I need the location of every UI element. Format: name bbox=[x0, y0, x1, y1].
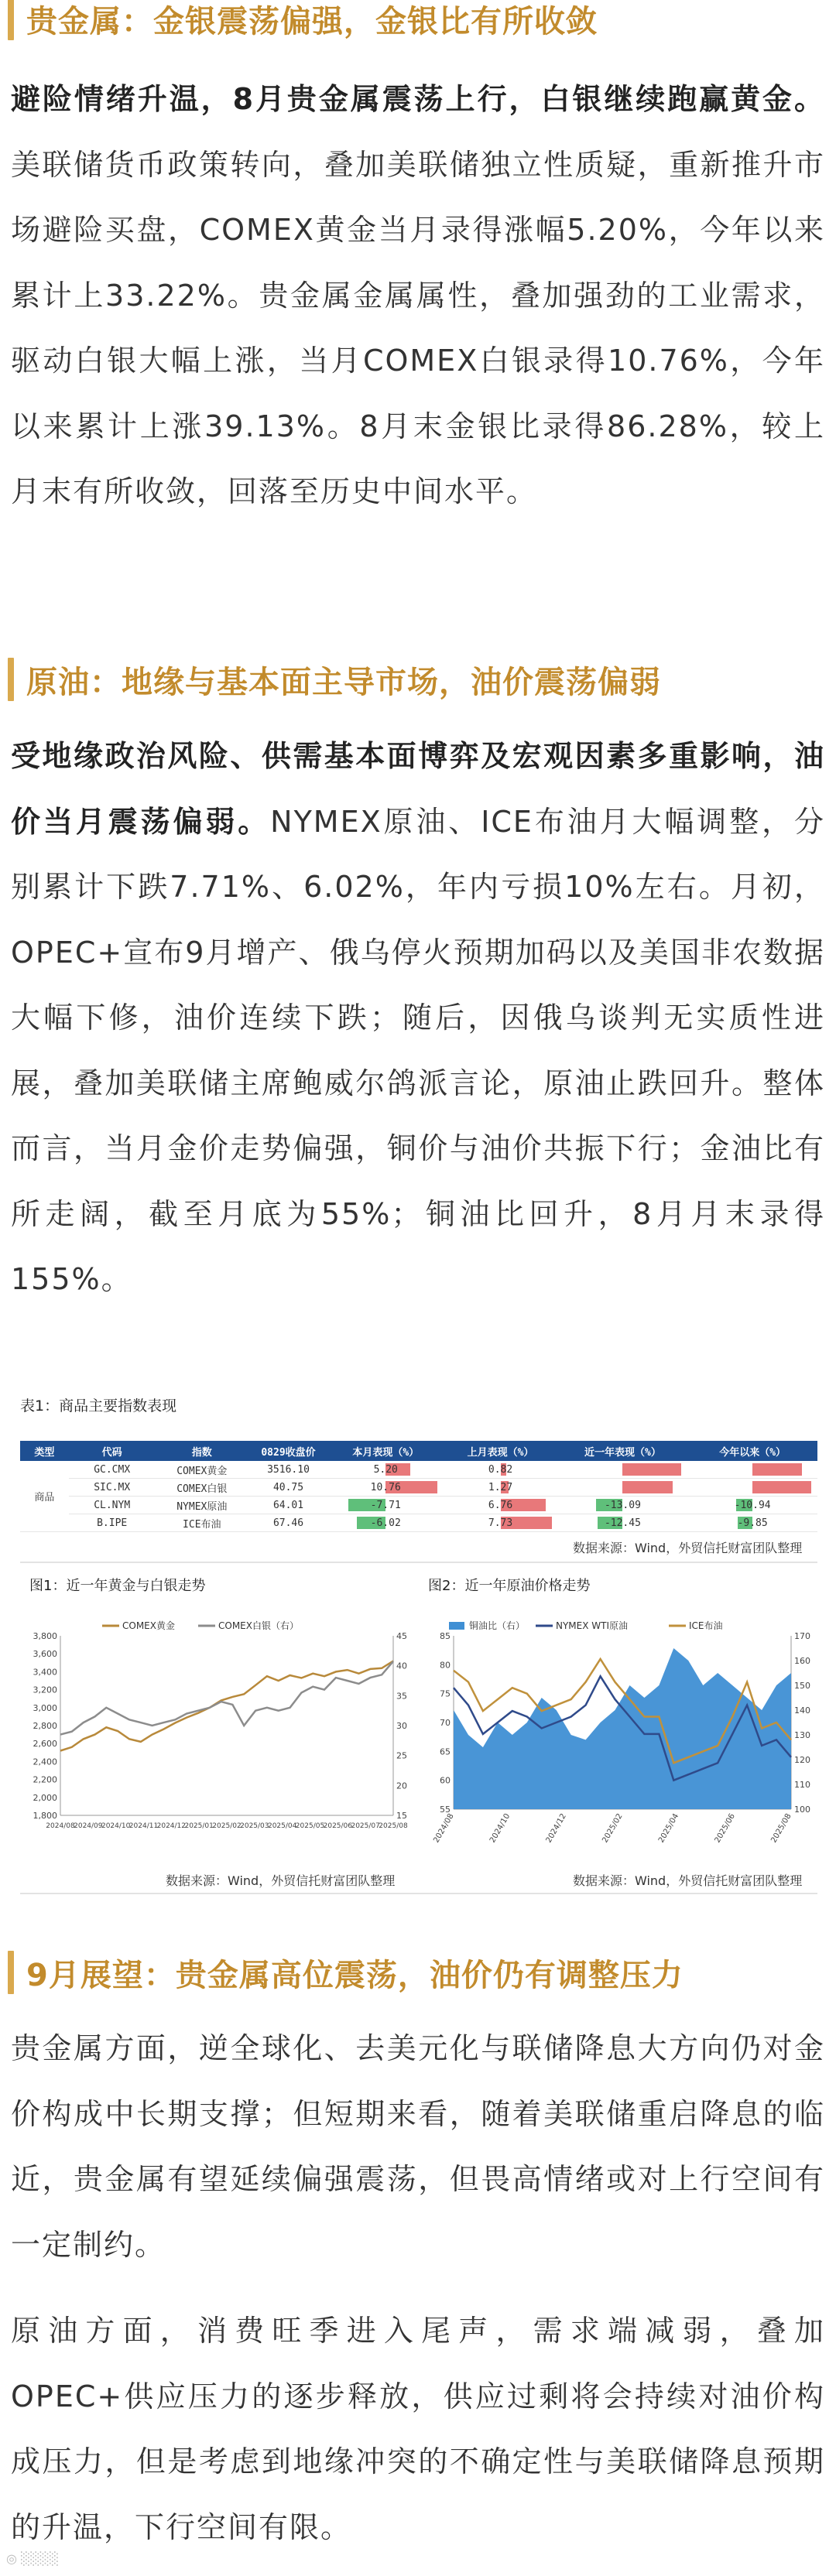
cell-year bbox=[558, 1497, 688, 1514]
cell-value: 0.82 bbox=[488, 1463, 513, 1476]
cell-value: -12.45 bbox=[604, 1517, 641, 1529]
cell-code: CL.NYM bbox=[69, 1497, 156, 1514]
y-tick-label-right: 140 bbox=[794, 1705, 810, 1716]
y-tick-label-right: 160 bbox=[794, 1656, 810, 1666]
y-tick-label-right: 150 bbox=[794, 1681, 810, 1691]
header-last-month: 上月表现（%） bbox=[443, 1441, 557, 1461]
cell-year bbox=[558, 1514, 688, 1532]
divider bbox=[20, 1893, 817, 1894]
cell-value: 6.76 bbox=[488, 1499, 513, 1511]
legend-label: COMEX白银（右） bbox=[218, 1620, 299, 1631]
section-bar bbox=[8, 658, 14, 701]
oil-price-chart bbox=[426, 1616, 821, 1848]
x-tick-label: 2025/06 bbox=[713, 1812, 737, 1845]
legend-label: ICE布油 bbox=[689, 1620, 723, 1631]
cell-code: SIC.MX bbox=[69, 1479, 156, 1497]
body-text: 美联储货币政策转向，叠加美联储独立性质疑，重新推升市场避险买盘，COMEX黄金当月录得涨幅5.20%，今年以来累计上33.22%。贵金属金属属性，叠加强劲的工业需求，驱动白银大幅上涨，当月COMEX白银录得10.76%，今年以来累计上涨39.13%。8月末金银比录得86.28%，较上月末有所收敛，回落至历史中间水平。 bbox=[11, 147, 825, 508]
y-tick-label-left: 3,400 bbox=[33, 1667, 57, 1678]
section-bar bbox=[8, 0, 14, 40]
y-tick-label-right: 35 bbox=[396, 1691, 407, 1702]
cell-close: 40.75 bbox=[248, 1479, 328, 1497]
y-tick-label-left: 2,400 bbox=[33, 1757, 57, 1767]
x-tick-label: 2024/08 bbox=[46, 1822, 75, 1830]
legend-label: 铜油比（右） bbox=[469, 1620, 526, 1631]
paragraph-outlook-precious-metals: 贵金属方面，逆全球化、去美元化与联储降息大方向仍对金价构成中长期支撑；但短期来看，随着美联储重启降息的临近，贵金属有望延续偏强震荡，但畏高情绪或对上行空间有一定制约。 bbox=[11, 2031, 825, 2262]
cell-code: B.IPE bbox=[69, 1514, 156, 1532]
y-tick-label-right: 20 bbox=[396, 1781, 407, 1791]
cell-value: -10.94 bbox=[734, 1499, 771, 1511]
header-close: 0829收盘价 bbox=[248, 1441, 328, 1461]
table-row bbox=[20, 1497, 817, 1514]
section-header-crude-oil bbox=[8, 652, 661, 707]
y-tick-label-left: 2,800 bbox=[33, 1721, 57, 1731]
x-tick-label: 2024/10 bbox=[101, 1822, 131, 1830]
figure1-source: 数据来源：Wind，外贸信托财富团队整理 bbox=[166, 1873, 396, 1888]
x-tick-label: 2025/08 bbox=[379, 1822, 408, 1830]
watermark-logo: ◎ ░░░░ bbox=[6, 2551, 60, 2566]
cell-index: NYMEX原油 bbox=[156, 1497, 249, 1514]
section-title: 原油：地缘与基本面主导市场，油价震荡偏弱 bbox=[26, 664, 661, 700]
header-type: 类型 bbox=[20, 1441, 69, 1461]
lead-text: 受地缘政治风险、供需基本面博弈及宏观因素多重影响，油价当月震荡偏弱。 bbox=[11, 739, 825, 839]
cell-ytd bbox=[687, 1497, 817, 1514]
cell-group: 商品 bbox=[20, 1461, 69, 1532]
section-header-outlook bbox=[8, 1945, 684, 2000]
paragraph-precious-metals bbox=[11, 67, 825, 525]
cell-last bbox=[443, 1479, 557, 1497]
x-tick-label: 2024/12 bbox=[156, 1822, 187, 1830]
performance-bar bbox=[622, 1481, 672, 1493]
y-tick-label-left: 3,600 bbox=[33, 1649, 57, 1660]
cell-month bbox=[328, 1461, 443, 1479]
y-tick-label-left: 60 bbox=[440, 1775, 451, 1786]
y-tick-label-right: 110 bbox=[794, 1780, 810, 1790]
figure1-title: 图1：近一年黄金与白银走势 bbox=[29, 1578, 206, 1594]
gold-silver-chart bbox=[25, 1616, 420, 1848]
section-title: 9月展望：贵金属高位震荡，油价仍有调整压力 bbox=[26, 1957, 684, 1993]
cell-value: -6.02 bbox=[370, 1517, 401, 1529]
section-bar bbox=[8, 1951, 14, 1994]
x-tick-label: 2025/02 bbox=[212, 1822, 242, 1830]
divider bbox=[20, 1562, 817, 1563]
x-tick-label: 2025/04 bbox=[656, 1812, 681, 1845]
series-area bbox=[454, 1648, 791, 1809]
cell-index: ICE布油 bbox=[156, 1514, 249, 1532]
paragraph-outlook-crude-oil: 原油方面，消费旺季进入尾声，需求端减弱，叠加OPEC+供应压力的逐步释放，供应过剩将会持续对油价构成压力，但是考虑到地缘冲突的不确定性与美联储降息预期的升温，下行空间有限。 bbox=[11, 2314, 825, 2544]
legend-label: NYMEX WTI原油 bbox=[556, 1620, 629, 1631]
x-tick-label: 2025/07 bbox=[351, 1822, 380, 1830]
figure2-title: 图2：近一年原油价格走势 bbox=[428, 1578, 591, 1594]
x-tick-label: 2025/02 bbox=[601, 1812, 625, 1845]
cell-value: -7.71 bbox=[370, 1499, 401, 1511]
y-tick-label-right: 130 bbox=[794, 1730, 810, 1740]
section-header-precious-metals bbox=[8, 0, 598, 46]
y-tick-label-right: 30 bbox=[396, 1721, 407, 1731]
table-source: 数据来源：Wind，外贸信托财富团队整理 bbox=[573, 1541, 803, 1555]
lead-text: 避险情绪升温，8月贵金属震荡上行，白银继续跑赢黄金。 bbox=[11, 82, 825, 116]
y-tick-label-right: 40 bbox=[396, 1661, 407, 1671]
table-row bbox=[20, 1461, 817, 1479]
cell-index: COMEX黄金 bbox=[156, 1461, 249, 1479]
cell-value: -13.09 bbox=[604, 1499, 641, 1511]
x-tick-label: 2025/03 bbox=[240, 1822, 269, 1830]
figure2-source: 数据来源：Wind，外贸信托财富团队整理 bbox=[573, 1873, 803, 1888]
figure2-chart bbox=[426, 1616, 821, 1848]
cell-year bbox=[558, 1461, 688, 1479]
cell-ytd bbox=[687, 1461, 817, 1479]
table-caption: 表1：商品主要指数表现 bbox=[20, 1397, 177, 1415]
y-tick-label-left: 80 bbox=[440, 1660, 451, 1671]
cell-last bbox=[443, 1461, 557, 1479]
performance-bar bbox=[622, 1463, 680, 1476]
cell-close: 64.01 bbox=[248, 1497, 328, 1514]
cell-last bbox=[443, 1497, 557, 1514]
x-tick-label: 2025/06 bbox=[323, 1822, 353, 1830]
header-code: 代码 bbox=[69, 1441, 156, 1461]
series-line bbox=[60, 1661, 393, 1751]
y-tick-label-right: 100 bbox=[794, 1805, 810, 1815]
commodity-index-table bbox=[20, 1441, 817, 1532]
body-text: NYMEX原油、ICE布油月大幅调整，分别累计下跌7.71%、6.02%，年内亏损10%左右。月初，OPEC+宣布9月增产、俄乌停火预期加码以及美国非农数据大幅下修，油价连续下跌；随后，因俄乌谈判无实质性进展，叠加美联储主席鲍威尔鸽派言论，原油止跌回升。整体而言，当月金价走势偏强，铜价与油价共振下行；金油比有所走阔，截至月底为55%；铜油比回升，8月月末录得155%。 bbox=[11, 804, 825, 1296]
y-tick-label-left: 75 bbox=[440, 1688, 451, 1699]
header-year: 近一年表现（%） bbox=[558, 1441, 688, 1461]
y-tick-label-left: 2,000 bbox=[33, 1792, 57, 1803]
cell-ytd bbox=[687, 1479, 817, 1497]
table-header-row bbox=[20, 1441, 817, 1461]
x-tick-label: 2024/09 bbox=[74, 1822, 103, 1830]
header-month: 本月表现（%） bbox=[328, 1441, 443, 1461]
table-row bbox=[20, 1479, 817, 1497]
y-tick-label-left: 85 bbox=[440, 1631, 451, 1641]
x-tick-label: 2024/08 bbox=[432, 1812, 456, 1845]
legend-label: COMEX黄金 bbox=[122, 1620, 175, 1631]
cell-month bbox=[328, 1479, 443, 1497]
y-tick-label-left: 2,200 bbox=[33, 1774, 57, 1785]
y-tick-label-left: 2,600 bbox=[33, 1739, 57, 1750]
header-index: 指数 bbox=[156, 1441, 249, 1461]
figure1-chart bbox=[25, 1616, 420, 1848]
cell-value: 7.73 bbox=[488, 1517, 513, 1529]
table-row bbox=[20, 1514, 817, 1532]
section-title: 贵金属：金银震荡偏强，金银比有所收敛 bbox=[26, 3, 598, 39]
cell-month bbox=[328, 1514, 443, 1532]
y-tick-label-right: 170 bbox=[794, 1631, 810, 1641]
paragraph-crude-oil bbox=[11, 724, 825, 1312]
cell-code: GC.CMX bbox=[69, 1461, 156, 1479]
cell-index: COMEX白银 bbox=[156, 1479, 249, 1497]
y-tick-label-left: 70 bbox=[440, 1718, 451, 1728]
y-tick-label-right: 120 bbox=[794, 1755, 810, 1765]
x-tick-label: 2024/10 bbox=[488, 1812, 512, 1845]
x-tick-label: 2025/04 bbox=[267, 1822, 297, 1830]
legend-swatch bbox=[449, 1622, 464, 1630]
cell-value: -9.85 bbox=[737, 1517, 768, 1529]
performance-bar bbox=[752, 1481, 810, 1493]
y-tick-label-right: 15 bbox=[396, 1811, 407, 1821]
y-tick-label-left: 3,000 bbox=[33, 1702, 57, 1713]
x-tick-label: 2025/01 bbox=[184, 1822, 214, 1830]
cell-ytd bbox=[687, 1514, 817, 1532]
x-tick-label: 2024/12 bbox=[544, 1812, 568, 1845]
cell-close: 3516.10 bbox=[248, 1461, 328, 1479]
x-tick-label: 2024/11 bbox=[128, 1822, 159, 1830]
y-tick-label-left: 65 bbox=[440, 1746, 451, 1757]
cell-close: 67.46 bbox=[248, 1514, 328, 1532]
y-tick-label-left: 3,200 bbox=[33, 1685, 57, 1695]
y-tick-label-left: 55 bbox=[440, 1805, 451, 1815]
y-tick-label-left: 3,800 bbox=[33, 1631, 57, 1641]
x-tick-label: 2025/05 bbox=[295, 1822, 325, 1830]
y-tick-label-right: 45 bbox=[396, 1631, 407, 1641]
cell-value: 10.76 bbox=[370, 1481, 401, 1493]
x-tick-label: 2025/08 bbox=[769, 1812, 793, 1845]
cell-last bbox=[443, 1514, 557, 1532]
performance-bar bbox=[752, 1463, 802, 1476]
y-tick-label-left: 1,800 bbox=[33, 1811, 57, 1821]
cell-value: 1.27 bbox=[488, 1481, 513, 1493]
header-ytd: 今年以来（%） bbox=[687, 1441, 817, 1461]
cell-value: 5.20 bbox=[373, 1463, 398, 1476]
cell-year bbox=[558, 1479, 688, 1497]
cell-month bbox=[328, 1497, 443, 1514]
y-tick-label-right: 25 bbox=[396, 1750, 407, 1761]
